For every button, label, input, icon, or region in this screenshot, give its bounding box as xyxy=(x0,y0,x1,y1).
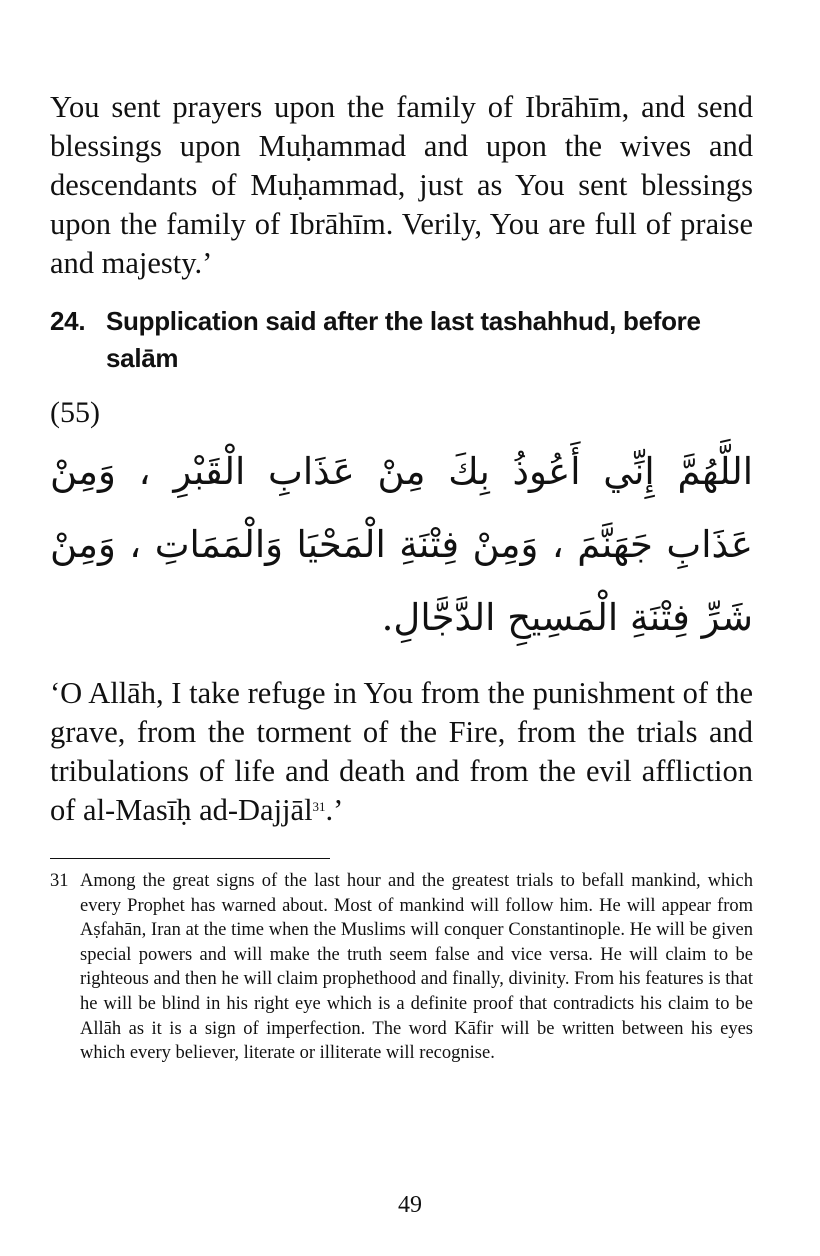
supplication-translation xyxy=(50,674,753,830)
page-number: 49 xyxy=(398,1192,422,1218)
footnote-text: Among the great signs of the last hour and the greatest trials to befall mankind, which every Prophet has warned about. Most of mankind will follow him. He will appear from Aṣfahān, Iran at the time when the Muslims will conquer Constantinople. He will be given special powers and will make the truth seem false and vice versa. He will claim to be righteous and then he will claim prophethood and finally, divinity. From his features is that he will be blind in his right eye which is a definite proof that contradicts his claim to be Allāh as it is a sign of imperfection. The word Kāfir will be written between his eyes which every believer, literate or illiterate will recognise. xyxy=(80,871,753,1064)
hadith-reference: (55) xyxy=(50,396,100,429)
footnote xyxy=(50,869,753,1066)
arabic-supplication: اللَّهُمَّ إِنِّي أَعُوذُ بِكَ مِنْ عَذَابِ الْقَبْرِ ، وَمِنْ عَذَابِ جَهَنَّمَ ، وَمِنْ فِتْنَةِ الْمَحْيَا وَالْمَمَاتِ ، وَمِنْ شَرِّ فِتْنَةِ الْمَسِيحِ الدَّجَّالِ. xyxy=(50,450,753,639)
translation-text: ‘O Allāh, I take refuge in You from the punishment of the grave, from the torment of the Fire, from the trials and tribulations of life and death and from the evil affliction of al-Masīḥ ad-Dajjāl xyxy=(50,676,753,827)
translation-closing: .’ xyxy=(325,793,344,827)
continued-paragraph: You sent prayers upon the family of Ibrāhīm, and send blessings upon Muḥammad and upon the wives and descendants of Muḥammad, just as You sent blessings upon the family of Ibrāhīm. Verily, You are full of praise and majesty.’ xyxy=(50,90,753,280)
section-title: Supplication said after the last tashahhud, before salām xyxy=(106,306,701,373)
section-heading xyxy=(50,303,753,377)
footnote-marker: 31 xyxy=(312,799,326,814)
section-number: 24. xyxy=(50,306,86,336)
footnote-number: 31 xyxy=(50,871,69,891)
page-content xyxy=(50,88,753,1066)
footnote-divider xyxy=(50,858,330,859)
